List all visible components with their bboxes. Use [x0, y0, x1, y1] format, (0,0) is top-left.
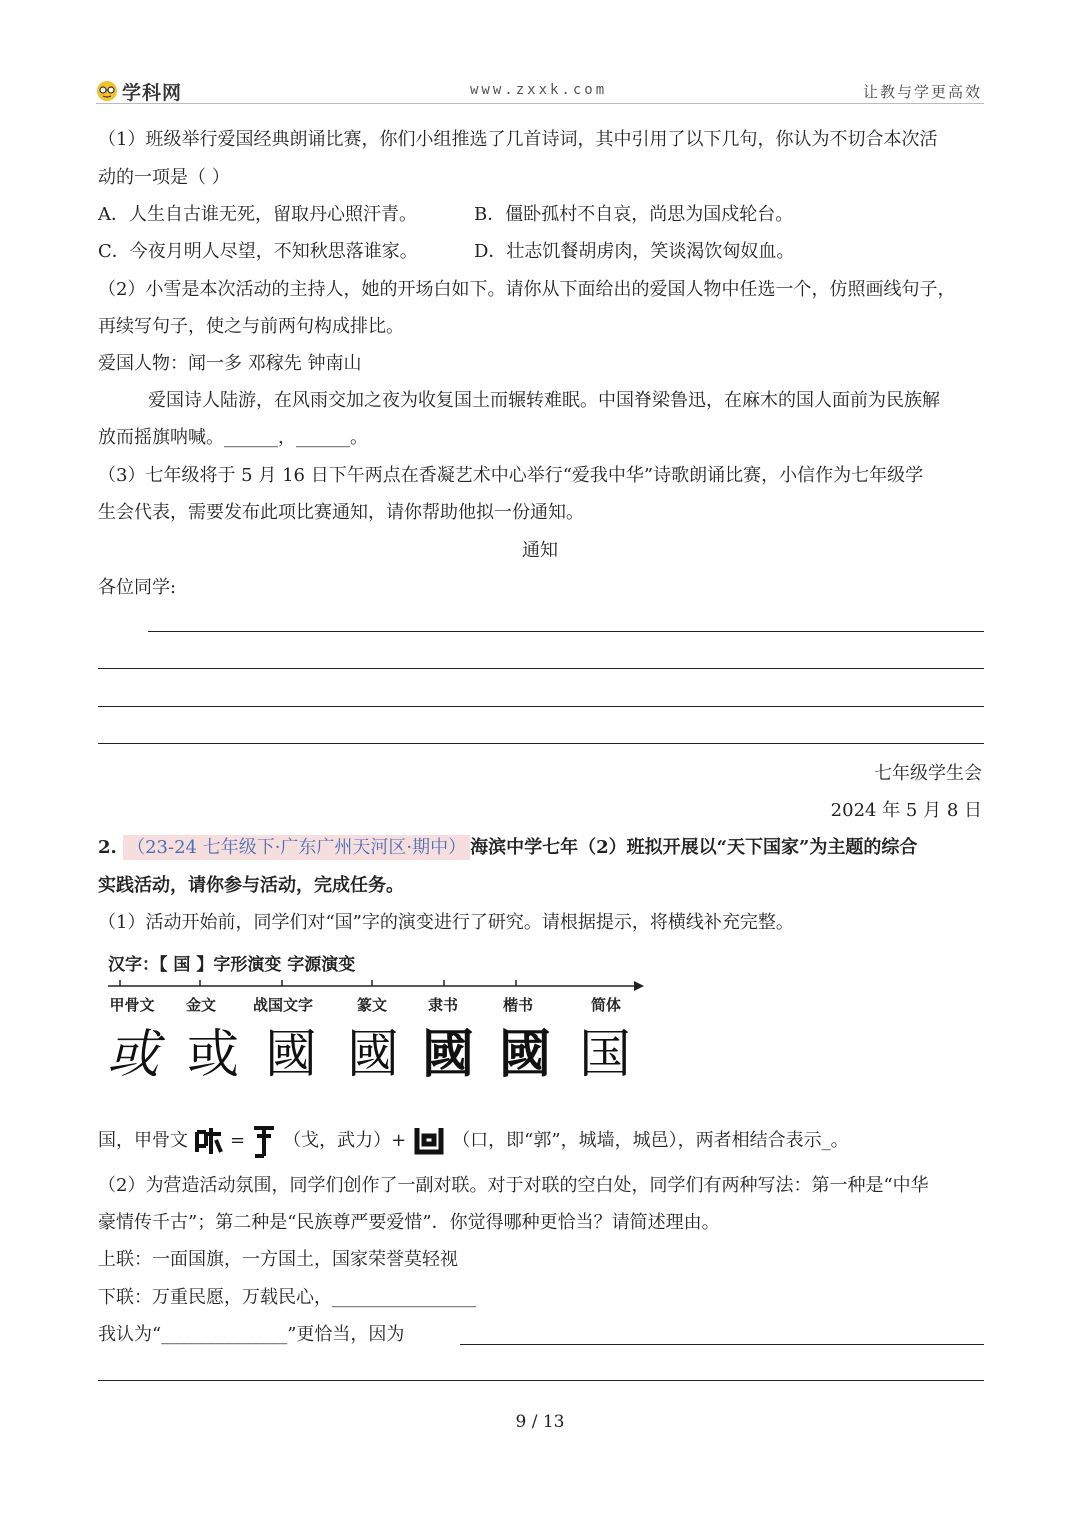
- equals-sign: =: [230, 1130, 246, 1151]
- option-b: B．僵卧孤村不自哀，尚思为国戍轮台。: [474, 204, 794, 225]
- answer-line[interactable]: [98, 1380, 984, 1381]
- stage-label: 战国文字: [252, 996, 313, 1014]
- site-logo: [96, 78, 182, 104]
- notice-title: 通知: [522, 540, 558, 561]
- question-number: 2.: [98, 837, 117, 858]
- evolution-figure-title: 汉字：【 国 】字形演变 字源演变: [108, 955, 356, 975]
- q1-part1-line1: （1）班级举行爱国经典朗诵比赛，你们小组推选了几首诗词，其中引用了以下几句，你认为不切合本次活: [98, 129, 938, 150]
- header-divider: [96, 103, 984, 104]
- kou-wall-glyph-icon: [412, 1124, 446, 1158]
- answer-line[interactable]: [98, 668, 984, 669]
- option-a: A．人生自古谁无死，留取丹心照汗青。: [98, 204, 417, 225]
- glyph-explanation: [98, 1122, 984, 1160]
- answer-line[interactable]: [98, 706, 984, 707]
- page-number: 9 / 13: [515, 1412, 565, 1432]
- header-url: www.zxxk.com: [470, 82, 608, 98]
- answer-line[interactable]: [148, 631, 984, 632]
- stage-label: 金文: [185, 996, 216, 1014]
- q1-part3-line2: 生会代表，需要发布此项比赛通知，请你帮助他拟一份通知。: [98, 502, 584, 523]
- couplet-upper: 上联：一面国旗，一方国土，国家荣誉莫轻视: [98, 1249, 458, 1270]
- glyph-warring-states: 國: [264, 1025, 317, 1085]
- answer-line[interactable]: [98, 743, 984, 744]
- stage-label: 隶书: [427, 996, 458, 1014]
- notice-signer: 七年级学生会: [874, 763, 982, 784]
- answer-line[interactable]: [460, 1344, 984, 1345]
- logo-text: 学科网: [122, 81, 183, 104]
- explanation-start: 国，甲骨文: [98, 1130, 188, 1151]
- ge-weapon-glyph-icon: [251, 1122, 277, 1160]
- question-2-heading: [98, 834, 984, 862]
- glyph-clerical: 國: [421, 1025, 474, 1085]
- couplet-lower: 下联：万重民愿，万载民心，________________: [98, 1287, 476, 1308]
- notice-date: 2024 年 5 月 8 日: [830, 800, 982, 821]
- opening-paragraph-line1: 爱国诗人陆游，在风雨交加之夜为收复国土而辗转难眠。中国脊梁鲁迅，在麻木的国人面前为民族解: [148, 390, 940, 411]
- q2-part1: （1）活动开始前，同学们对“国”字的演变进行了研究。请根据提示，将横线补充完整。: [98, 912, 794, 933]
- q1-part2-line2: 再续写句子，使之与前两句构成排比。: [98, 316, 404, 337]
- stage-label: 甲骨文: [109, 996, 155, 1014]
- stage-label: 简体: [590, 996, 621, 1014]
- q2-part2-line1: （2）为营造活动氛围，同学们创作了一副对联。对于对联的空白处，同学们有两种写法：第一种是“中华: [98, 1175, 929, 1196]
- glyph-regular: 國: [498, 1024, 551, 1085]
- opening-paragraph-line2: 放而摇旗呐喊。______，______。: [98, 427, 368, 448]
- header-slogan: 让教与学更高效: [862, 83, 982, 101]
- option-c: C．今夜月明人尽望，不知秋思落谁家。: [98, 241, 418, 262]
- q1-part3-line1: （3）七年级将于 5 月 16 日下午两点在香凝艺术中心举行“爱我中华”诗歌朗诵比赛，小信作为七年级学: [98, 465, 924, 486]
- notice-salutation: 各位同学:: [98, 577, 177, 598]
- logo-icon: [96, 80, 118, 102]
- explanation-part2: （口，即“郭”，城墙，城邑），两者相结合表示_。: [452, 1130, 849, 1151]
- option-d: D．壮志饥餐胡虏肉，笑谈渴饮匈奴血。: [474, 241, 795, 262]
- question-2-intro-line2: 实践活动，请你参与活动，完成任务。: [98, 875, 404, 896]
- glyph-bronze: 或: [186, 1025, 239, 1085]
- stage-label: 篆文: [356, 996, 387, 1014]
- q1-part1-line2: 动的一项是（ ）: [98, 167, 230, 188]
- stage-label: 楷书: [502, 996, 533, 1014]
- glyph-simplified: 国: [578, 1025, 631, 1085]
- explanation-part1: （戈，武力）+: [283, 1130, 407, 1151]
- oracle-guo-glyph-icon: [194, 1124, 224, 1158]
- q1-part2-line1: （2）小雪是本次活动的主持人，她的开场白如下。请你从下面给出的爱国人物中任选一个，仿照画线句子，: [98, 279, 956, 300]
- answer-prefix: 我认为“______________”更恰当，因为: [98, 1324, 405, 1345]
- q2-part2-line2: 豪情传千古”；第二种是“民族尊严要爱惜”．你觉得哪种更恰当？请简述理由。: [98, 1212, 720, 1233]
- glyph-seal: 國: [346, 1025, 399, 1085]
- question-2-intro: 海滨中学七年（2）班拟开展以“天下国家”为主题的综合: [470, 837, 918, 858]
- question-source-tag: （23-24 七年级下·广东广州天河区·期中）: [123, 835, 470, 860]
- glyph-oracle-bone: 或: [106, 1025, 159, 1085]
- patriot-list: 爱国人物：闻一多 邓稼先 钟南山: [98, 353, 362, 374]
